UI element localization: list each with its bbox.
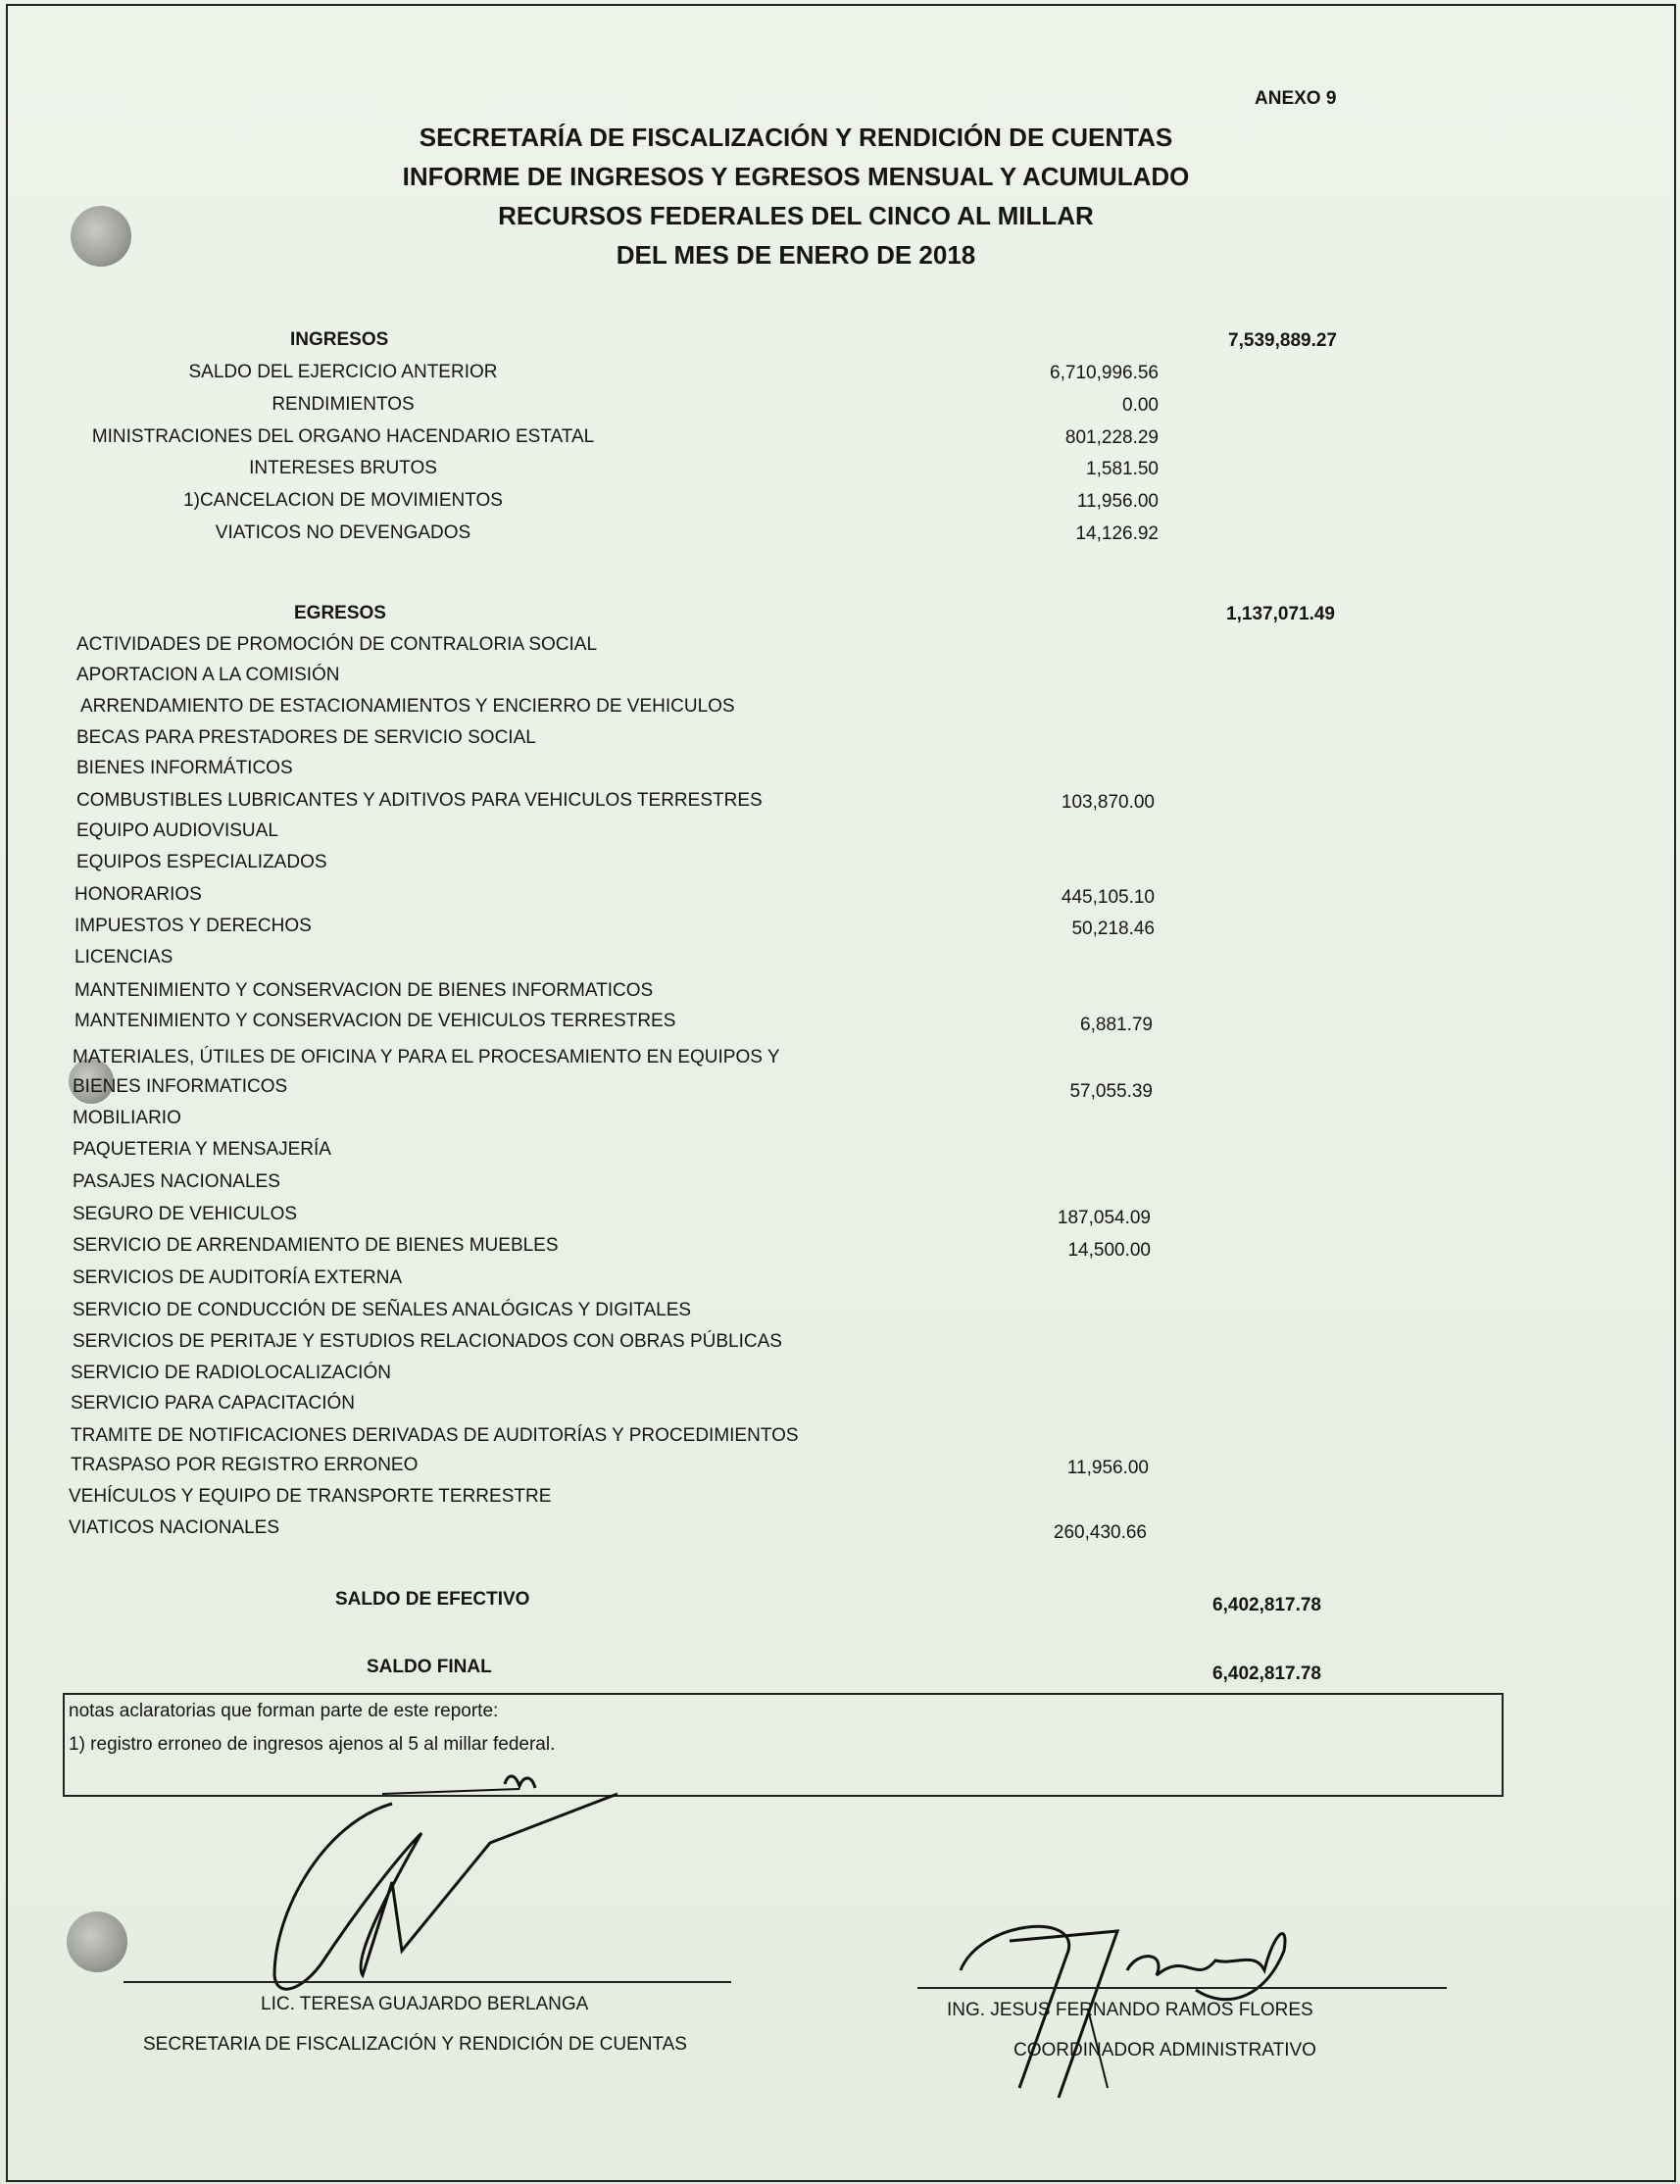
saldo-efectivo-amount: 6,402,817.78 <box>1212 1595 1321 1615</box>
signer-name-right: ING. JESUS FERNANDO RAMOS FLORES <box>947 2000 1313 2020</box>
signature-line <box>124 1981 731 1983</box>
ingresos-item-label: VIATICOS NO DEVENGADOS <box>215 522 471 543</box>
egresos-item-label: BIENES INFORMATICOS <box>73 1076 288 1097</box>
egresos-item-label: MATERIALES, ÚTILES DE OFICINA Y PARA EL PROCESAMIENTO EN EQUIPOS Y <box>73 1047 780 1067</box>
ingresos-total: 7,539,889.27 <box>1228 330 1337 351</box>
egresos-item-label: TRASPASO POR REGISTRO ERRONEO <box>71 1455 419 1475</box>
egresos-item-label: ARRENDAMIENTO DE ESTACIONAMIENTOS Y ENCIERRO DE VEHICULOS <box>80 696 735 717</box>
saldo-efectivo-label: SALDO DE EFECTIVO <box>335 1589 530 1610</box>
egresos-item-label: BIENES INFORMÁTICOS <box>76 758 293 778</box>
report-title: INFORME DE INGRESOS Y EGRESOS MENSUAL Y ACUMULADO <box>402 162 1190 191</box>
egresos-item-label: PAQUETERIA Y MENSAJERÍA <box>73 1139 331 1160</box>
egresos-item-label: EQUIPO AUDIOVISUAL <box>76 820 278 841</box>
egresos-item-amount: 187,054.09 <box>1057 1208 1151 1228</box>
ingresos-item-label: SALDO DEL EJERCICIO ANTERIOR <box>188 362 498 382</box>
note-item: 1) registro erroneo de ingresos ajenos al 5 al millar federal. <box>69 1734 556 1755</box>
ingresos-item-label: RENDIMIENTOS <box>272 394 415 415</box>
egresos-item-label: IMPUESTOS Y DERECHOS <box>74 916 312 936</box>
egresos-item-amount: 11,956.00 <box>1066 1458 1149 1478</box>
egresos-item-amount: 260,430.66 <box>1053 1522 1147 1543</box>
egresos-item-label: MOBILIARIO <box>73 1108 181 1128</box>
egresos-item-amount: 50,218.46 <box>1071 918 1155 939</box>
ingresos-item-amount: 6,710,996.56 <box>1050 363 1159 383</box>
egresos-item-label: TRAMITE DE NOTIFICACIONES DERIVADAS DE AUDITORÍAS Y PROCEDIMIENTOS <box>71 1425 799 1446</box>
report-period: DEL MES DE ENERO DE 2018 <box>616 240 976 270</box>
egresos-item-label: SERVICIOS DE AUDITORÍA EXTERNA <box>73 1267 403 1288</box>
ingresos-item-label: INTERESES BRUTOS <box>249 458 437 478</box>
egresos-item-label: VEHÍCULOS Y EQUIPO DE TRANSPORTE TERRESTRE <box>69 1486 552 1507</box>
egresos-item-amount: 103,870.00 <box>1061 792 1155 813</box>
egresos-item-amount: 14,500.00 <box>1067 1240 1151 1261</box>
ingresos-item-amount: 801,228.29 <box>1064 427 1159 448</box>
egresos-item-label: PASAJES NACIONALES <box>73 1171 280 1192</box>
egresos-item-label: BECAS PARA PRESTADORES DE SERVICIO SOCIAL <box>76 727 536 748</box>
egresos-item-amount: 6,881.79 <box>1080 1015 1153 1035</box>
egresos-item-label: LICENCIAS <box>74 947 173 968</box>
saldo-final-amount: 6,402,817.78 <box>1212 1663 1321 1684</box>
punch-hole-icon <box>67 1911 127 1972</box>
signer-role-left: SECRETARIA DE FISCALIZACIÓN Y RENDICIÓN DE CUENTAS <box>143 2034 687 2055</box>
signer-role-right: COORDINADOR ADMINISTRATIVO <box>1013 2040 1316 2060</box>
egresos-item-label: COMBUSTIBLES LUBRICANTES Y ADITIVOS PARA VEHICULOS TERRESTRES <box>76 790 763 811</box>
egresos-item-label: MANTENIMIENTO Y CONSERVACION DE BIENES INFORMATICOS <box>74 980 654 1001</box>
egresos-item-label: HONORARIOS <box>74 884 202 905</box>
egresos-item-label: SERVICIOS DE PERITAJE Y ESTUDIOS RELACIONADOS CON OBRAS PÚBLICAS <box>73 1331 782 1352</box>
egresos-item-label: ACTIVIDADES DE PROMOCIÓN DE CONTRALORIA SOCIAL <box>76 634 598 655</box>
egresos-item-label: SERVICIO DE RADIOLOCALIZACIÓN <box>71 1363 391 1383</box>
egresos-item-label: APORTACION A LA COMISIÓN <box>76 665 340 685</box>
notes-heading: notas aclaratorias que forman parte de este reporte: <box>69 1701 499 1721</box>
ingresos-heading: INGRESOS <box>290 329 389 350</box>
egresos-item-label: EQUIPOS ESPECIALIZADOS <box>76 852 327 872</box>
ingresos-item-label: MINISTRACIONES DEL ORGANO HACENDARIO ESTATAL <box>91 426 595 447</box>
saldo-final-label: SALDO FINAL <box>367 1657 492 1677</box>
egresos-item-amount: 445,105.10 <box>1061 887 1155 908</box>
page-title: SECRETARÍA DE FISCALIZACIÓN Y RENDICIÓN DE CUENTAS <box>419 123 1173 152</box>
egresos-total: 1,137,071.49 <box>1226 604 1335 624</box>
annex-label: ANEXO 9 <box>1255 88 1337 109</box>
egresos-item-amount: 57,055.39 <box>1069 1081 1153 1102</box>
ingresos-item-label: 1)CANCELACION DE MOVIMIENTOS <box>183 490 503 511</box>
egresos-item-label: VIATICOS NACIONALES <box>69 1517 280 1538</box>
egresos-item-label: MANTENIMIENTO Y CONSERVACION DE VEHICULOS TERRESTRES <box>74 1011 676 1031</box>
egresos-item-label: SERVICIO DE ARRENDAMIENTO DE BIENES MUEBLES <box>73 1235 559 1256</box>
ingresos-item-amount: 1,581.50 <box>1086 459 1159 479</box>
egresos-item-label: SEGURO DE VEHICULOS <box>73 1204 298 1224</box>
ingresos-item-amount: 14,126.92 <box>1075 523 1159 544</box>
signature-line <box>917 1987 1447 1989</box>
report-subtitle: RECURSOS FEDERALES DEL CINCO AL MILLAR <box>498 201 1094 230</box>
egresos-item-label: SERVICIO DE CONDUCCIÓN DE SEÑALES ANALÓGICAS Y DIGITALES <box>73 1300 692 1320</box>
egresos-item-label: SERVICIO PARA CAPACITACIÓN <box>71 1393 355 1414</box>
egresos-heading: EGRESOS <box>294 603 386 623</box>
signer-name-left: LIC. TERESA GUAJARDO BERLANGA <box>261 1994 589 2014</box>
signature-left-icon <box>245 1764 637 2000</box>
ingresos-item-amount: 0.00 <box>1122 395 1159 416</box>
ingresos-item-amount: 11,956.00 <box>1076 491 1159 512</box>
